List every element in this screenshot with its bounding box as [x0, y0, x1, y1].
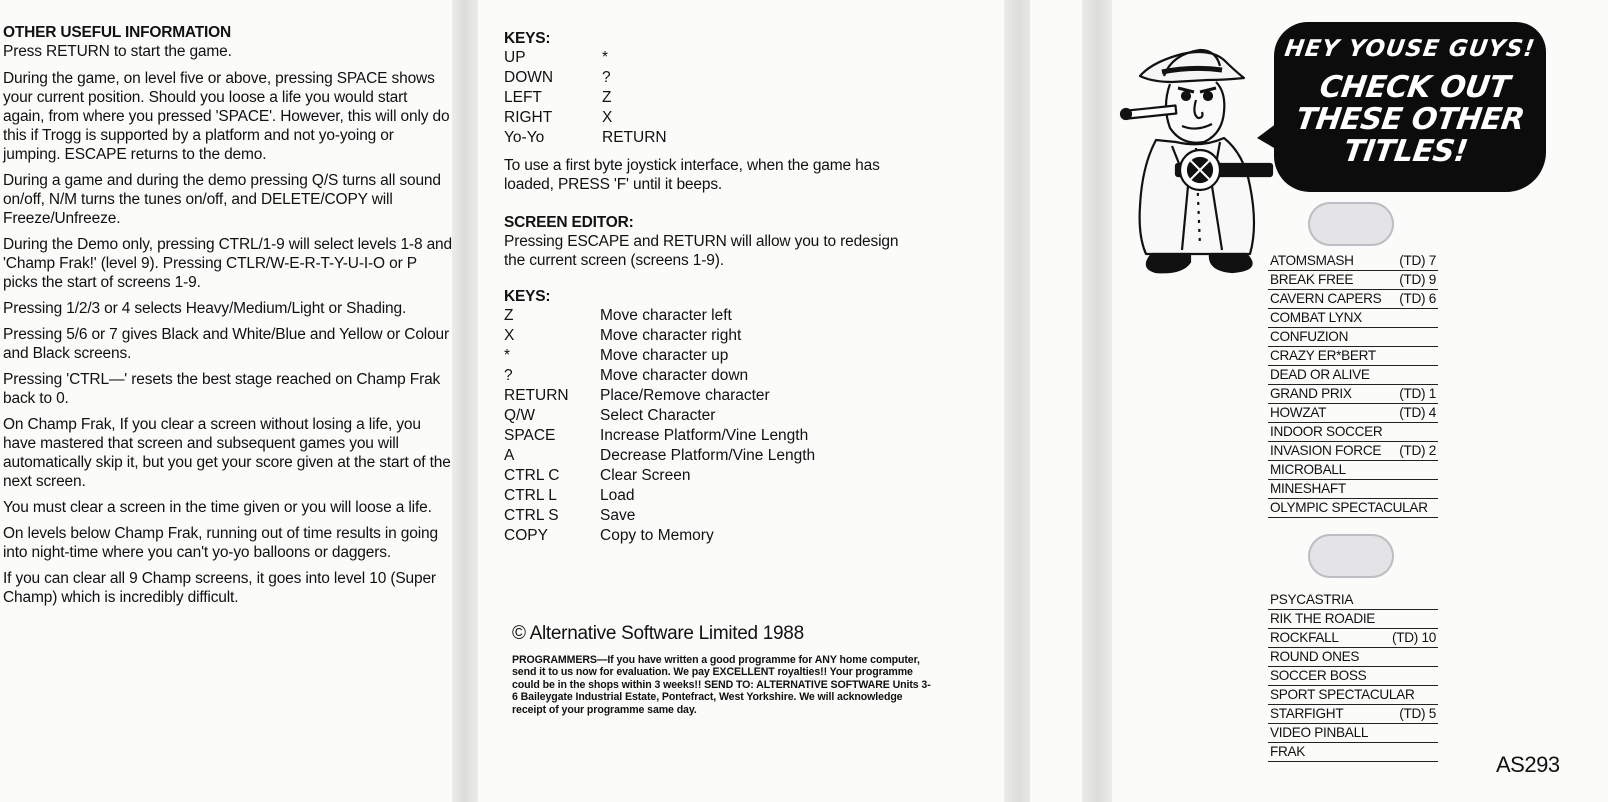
key-name: RETURN — [504, 387, 569, 404]
useful-info-paragraphs — [0, 42, 452, 607]
title-row — [1268, 309, 1438, 328]
title-name: ROCKFALL — [1270, 630, 1339, 645]
right-panel — [1112, 0, 1608, 802]
title-td-code: (TD) 5 — [1399, 706, 1436, 721]
key-row — [504, 48, 1026, 68]
title-name: SPORT SPECTACULAR — [1270, 687, 1415, 702]
useful-info-heading: OTHER USEFUL INFORMATION — [3, 24, 231, 41]
key-name: A — [504, 447, 515, 464]
title-row — [1268, 591, 1438, 610]
title-name: HOWZAT — [1270, 405, 1327, 420]
info-paragraph: On Champ Frak, If you clear a screen without losing a life, you have mastered that screen and subsequent games you will automatically skip it, but you get your score given at the start of the next screen. — [3, 416, 451, 490]
title-row — [1268, 724, 1438, 743]
keys-heading: KEYS: — [504, 30, 551, 47]
titles-list-one — [1268, 252, 1438, 518]
programmers-lead: PROGRAMMERS— — [512, 654, 608, 666]
key-row — [504, 346, 1026, 366]
left-panel — [0, 0, 452, 802]
key-action: Move character down — [600, 367, 749, 384]
title-row — [1268, 404, 1438, 423]
speech-bubble — [1274, 22, 1546, 192]
screen-editor-note: Pressing ESCAPE and RETURN will allow you to redesign the current screen (screens 1-9). — [504, 233, 899, 269]
title-row — [1268, 629, 1438, 648]
title-name: DEAD OR ALIVE — [1270, 367, 1370, 382]
title-row — [1268, 442, 1438, 461]
info-paragraph: During the Demo only, pressing CTRL/1-9 will select levels 1-8 and 'Champ Frak!' (level 9). Pressing CTLR/W-E-R-T-Y-U-I-O or P picks the start of screens 1-9. — [3, 236, 452, 291]
title-name: ROUND ONES — [1270, 649, 1360, 664]
editor-keys-heading: KEYS: — [504, 288, 551, 305]
key-action: Select Character — [600, 407, 716, 424]
title-name: FRAK — [1270, 744, 1306, 759]
programmers-notice — [512, 654, 932, 716]
key-name: Yo-Yo — [504, 129, 545, 146]
keys-list — [504, 48, 1026, 148]
key-row — [504, 446, 1026, 466]
key-row — [504, 366, 1026, 386]
key-action: Move character right — [600, 327, 742, 344]
key-row — [504, 88, 1026, 108]
title-row — [1268, 385, 1438, 404]
title-name: SOCCER BOSS — [1270, 668, 1367, 683]
title-row — [1268, 610, 1438, 629]
title-row — [1268, 423, 1438, 442]
key-row — [504, 466, 1026, 486]
title-row — [1268, 743, 1438, 762]
title-name: STARFIGHT — [1270, 706, 1344, 721]
key-action: RETURN — [602, 129, 667, 146]
title-td-code: (TD) 9 — [1399, 272, 1436, 287]
fold-shadow — [1082, 0, 1112, 802]
key-row — [504, 526, 1026, 546]
title-name: INVASION FORCE — [1270, 443, 1382, 458]
key-name: CTRL S — [504, 507, 559, 524]
key-action: ? — [602, 69, 611, 86]
title-name: CONFUZION — [1270, 329, 1349, 344]
title-row — [1268, 252, 1438, 271]
title-row — [1268, 328, 1438, 347]
key-row — [504, 406, 1026, 426]
key-name: Z — [504, 307, 514, 324]
title-row — [1268, 290, 1438, 309]
key-row — [504, 486, 1026, 506]
editor-keys-list — [504, 306, 1026, 546]
key-name: COPY — [504, 527, 548, 544]
key-action: Move character up — [600, 347, 729, 364]
key-name: SPACE — [504, 427, 556, 444]
title-td-code: (TD) 10 — [1392, 630, 1436, 645]
key-row — [504, 108, 1026, 128]
key-name: * — [504, 347, 511, 364]
key-row — [504, 306, 1026, 326]
title-td-code: (TD) 6 — [1399, 291, 1436, 306]
title-name: CRAZY ER*BERT — [1270, 348, 1376, 363]
bubble-headline: CHECK OUT THESE OTHER TITLES! — [1293, 70, 1527, 169]
key-row — [504, 386, 1026, 406]
title-td-code: (TD) 7 — [1399, 253, 1436, 268]
key-action: Copy to Memory — [600, 527, 714, 544]
title-name: PSYCASTRIA — [1270, 592, 1354, 607]
title-name: ATOMSMASH — [1270, 253, 1354, 268]
punch-hole — [1308, 534, 1394, 578]
key-action: X — [602, 109, 613, 126]
key-action: Decrease Platform/Vine Length — [600, 447, 816, 464]
title-row — [1268, 366, 1438, 385]
title-row — [1268, 705, 1438, 724]
info-paragraph: During a game and during the demo pressing Q/S turns all sound on/off, N/M turns the tunes on/off, and DELETE/COPY will Freeze/Unfreeze. — [3, 172, 441, 227]
key-name: CTRL C — [504, 467, 560, 484]
key-row — [504, 506, 1026, 526]
title-row — [1268, 648, 1438, 667]
key-name: RIGHT — [504, 109, 553, 126]
key-row — [504, 128, 1026, 148]
title-name: GRAND PRIX — [1270, 386, 1352, 401]
info-paragraph: Press RETURN to start the game. — [3, 43, 232, 60]
title-name: COMBAT LYNX — [1270, 310, 1362, 325]
title-name: VIDEO PINBALL — [1270, 725, 1369, 740]
info-paragraph: You must clear a screen in the time given or you will loose a life. — [3, 499, 432, 516]
title-name: CAVERN CAPERS — [1270, 291, 1382, 306]
title-td-code: (TD) 2 — [1399, 443, 1436, 458]
title-row — [1268, 480, 1438, 499]
key-action: Z — [602, 89, 612, 106]
key-name: LEFT — [504, 89, 542, 106]
catalogue-code: AS293 — [1496, 752, 1560, 777]
middle-panel — [478, 0, 1026, 802]
key-name: DOWN — [504, 69, 554, 86]
bubble-greeting: HEY YOUSE GUYS! — [1283, 36, 1537, 62]
punch-hole — [1308, 202, 1394, 246]
screen-editor-heading: SCREEN EDITOR: — [504, 214, 634, 231]
key-name: X — [504, 327, 515, 344]
key-action: * — [602, 49, 609, 66]
title-row — [1268, 461, 1438, 480]
key-row — [504, 426, 1026, 446]
key-action: Place/Remove character — [600, 387, 770, 404]
key-name: ? — [504, 367, 513, 384]
info-paragraph: Pressing 1/2/3 or 4 selects Heavy/Medium/Light or Shading. — [3, 300, 407, 317]
info-paragraph: If you can clear all 9 Champ screens, it goes into level 10 (Super Champ) which is incredibly difficult. — [3, 570, 436, 606]
key-name: CTRL L — [504, 487, 557, 504]
title-row — [1268, 499, 1438, 518]
key-action: Save — [600, 507, 636, 524]
key-row — [504, 326, 1026, 346]
info-paragraph: During the game, on level five or above, pressing SPACE shows your current position. Should you loose a life you would start again, from where you pressed 'SPACE'. However, this will only do this if Trogg is supported by a platform and not yo-yoing or jumping. ESCAPE returns to the demo. — [3, 70, 450, 163]
key-name: UP — [504, 49, 526, 66]
title-name: MINESHAFT — [1270, 481, 1346, 496]
key-action: Load — [600, 487, 635, 504]
copyright-notice: © Alternative Software Limited 1988 — [512, 623, 804, 644]
info-paragraph: Pressing 'CTRL—' resets the best stage reached on Champ Frak back to 0. — [3, 371, 441, 407]
title-name: BREAK FREE — [1270, 272, 1354, 287]
title-td-code: (TD) 4 — [1399, 405, 1436, 420]
key-name: Q/W — [504, 407, 535, 424]
title-row — [1268, 686, 1438, 705]
title-name: INDOOR SOCCER — [1270, 424, 1383, 439]
title-td-code: (TD) 1 — [1399, 386, 1436, 401]
title-row — [1268, 347, 1438, 366]
gangster-illustration — [1112, 36, 1282, 276]
key-action: Increase Platform/Vine Length — [600, 427, 809, 444]
fold-shadow — [452, 0, 478, 802]
title-name: RIK THE ROADIE — [1270, 611, 1376, 626]
titles-list-two — [1268, 591, 1438, 762]
key-action: Move character left — [600, 307, 732, 324]
info-paragraph: Pressing 5/6 or 7 gives Black and White/Blue and Yellow or Colour and Black screens. — [3, 326, 450, 362]
title-row — [1268, 271, 1438, 290]
title-name: MICROBALL — [1270, 462, 1346, 477]
info-paragraph: On levels below Champ Frak, running out of time results in going into night-time where you can't yo-yo balloons or daggers. — [3, 525, 438, 561]
programmers-text: If you have written a good programme for ANY home computer, send it to us now for evaluation. We pay EXCELLENT royalties!! Your programme could be in the shops within 3 weeks!! SEND TO: ALTERNATIVE SOFTWARE Units 3-6 Baileygate Industrial Estate, Pontefract, West Yorkshire. We will acknowledge receipt of your programme same day. — [512, 654, 931, 716]
key-action: Clear Screen — [600, 467, 691, 484]
joystick-note: To use a first byte joystick interface, when the game has loaded, PRESS 'F' until it beeps. — [504, 157, 880, 193]
title-name: OLYMPIC SPECTACULAR — [1270, 500, 1428, 515]
title-row — [1268, 667, 1438, 686]
key-row — [504, 68, 1026, 88]
